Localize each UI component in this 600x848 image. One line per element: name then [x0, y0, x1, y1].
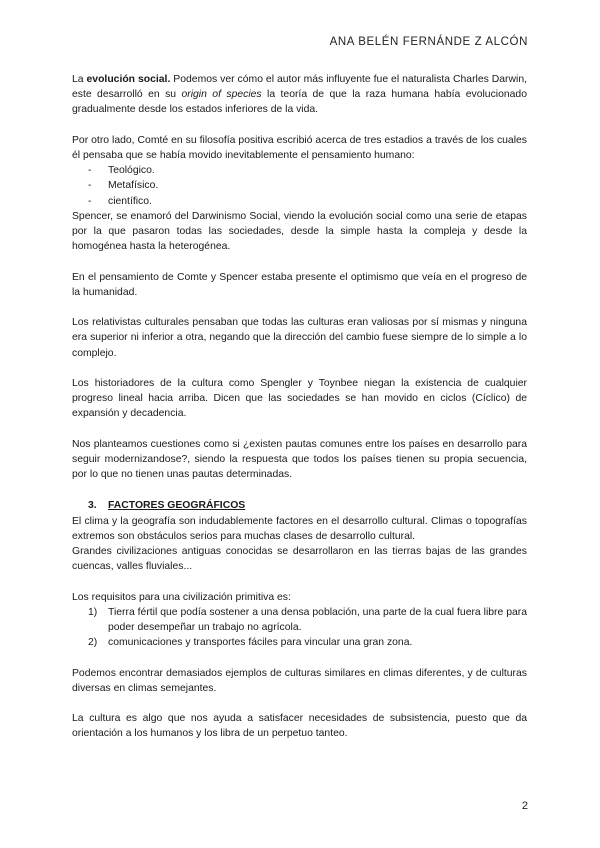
section-title: FACTORES GEOGRÁFICOS [108, 500, 246, 512]
p1-italic-title: origin of species [181, 89, 262, 101]
paragraph-requisitos: Los requisitos para una civilización primitiva es: [72, 591, 291, 603]
list-item [72, 163, 527, 178]
p1-text1: Podemos ver cómo el autor más influyente fue el naturalista Charles Darwin, este desarrolló en su [72, 74, 527, 101]
list-item-label: comunicaciones y transportes fáciles para vincular una gran zona. [108, 637, 413, 649]
paragraph-civilizaciones: Grandes civilizaciones antiguas conocidas se desarrollaron en las tierras bajas de las grandes cuencas, valles fluviales... [72, 546, 527, 573]
p1-bold-term: evolución social. [86, 74, 171, 85]
section-number: 3. [88, 500, 97, 512]
bullet-dash: - [88, 195, 92, 207]
p1-lead: La [72, 74, 87, 85]
section-heading [72, 498, 527, 513]
list-number: 1) [88, 606, 98, 618]
bullet-dash: - [88, 165, 92, 177]
requirements-list [72, 605, 527, 651]
list-item [72, 605, 527, 635]
list-item-label: científico. [108, 195, 152, 207]
paragraph-relativistas: Los relativistas culturales pensaban que todas las culturas eran valiosas por sí mismas y ninguna era superior ni inferior a otra, negando que la dirección del cambio fuese siempre de lo simple a lo complejo. [72, 317, 527, 359]
page-body [72, 72, 527, 742]
list-item [72, 194, 527, 209]
paragraph-spencer: Spencer, se enamoró del Darwinismo Social, viendo la evolución social como una serie de etapas por la que pasaron todas las sociedades, desde la simple hasta la compleja y desde la homogénea hasta la heterogénea. [72, 210, 527, 253]
paragraph-evolucion-social [72, 72, 527, 118]
paragraph-optimismo: En el pensamiento de Comte y Spencer estaba presente el optimismo que veía en el progreso de la humanidad. [72, 271, 527, 298]
paragraph-comte: Por otro lado, Comté en su filosofía positiva escribió acerca de tres estadios a través de los cuales él pensaba que se había movido inevitablemente el pensamiento humano: [72, 134, 527, 161]
paragraph-ejemplos: Podemos encontrar demasiados ejemplos de culturas similares en climas diferentes, y de culturas diversas en climas semejantes. [72, 667, 527, 694]
bullet-dash: - [88, 180, 92, 192]
page-number: 2 [521, 800, 528, 812]
list-item-label: Metafísico. [108, 180, 159, 192]
paragraph-cultura: La cultura es algo que nos ayuda a satisfacer necesidades de subsistencia, puesto que da orientación a los humanos y los libra de un perpetuo tanteo. [72, 713, 527, 740]
paragraph-clima: El clima y la geografía son indudablemente factores en el desarrollo cultural. Climas o topografías extremos son obstáculos serios para muchas clases de desarrollo cultural. [72, 515, 527, 542]
p1-text2: la teoría de que la raza humana había evolucionado gradualmente desde los estados inferiores de la vida. [72, 89, 527, 116]
paragraph-cuestiones: Nos planteamos cuestiones como si ¿existen pautas comunes entre los países en desarrollo para seguir modernizandose?, siendo la respuesta que todos los países tienen su propia secuencia, por lo que no tienen unas pautas determinadas. [72, 438, 527, 481]
paragraph-historiadores: Los historiadores de la cultura como Spengler y Toynbee niegan la existencia de cualquier progreso lineal hacia arriba. Dicen que las sociedades se han movido en ciclos (Cíclico) de expansión y decadencia. [72, 378, 527, 420]
list-number: 2) [88, 637, 98, 649]
page-header-author: ANA BELÉN FERNÁNDE Z ALCÓN [329, 36, 528, 48]
stages-list [72, 163, 527, 209]
list-item [72, 178, 527, 193]
list-item [72, 635, 527, 650]
list-item-label: Tierra fértil que podía sostener a una densa población, una parte de la cual fuera libre para poder desempeñar un trabajo no agrícola. [108, 606, 527, 634]
list-item-label: Teológico. [108, 165, 155, 177]
